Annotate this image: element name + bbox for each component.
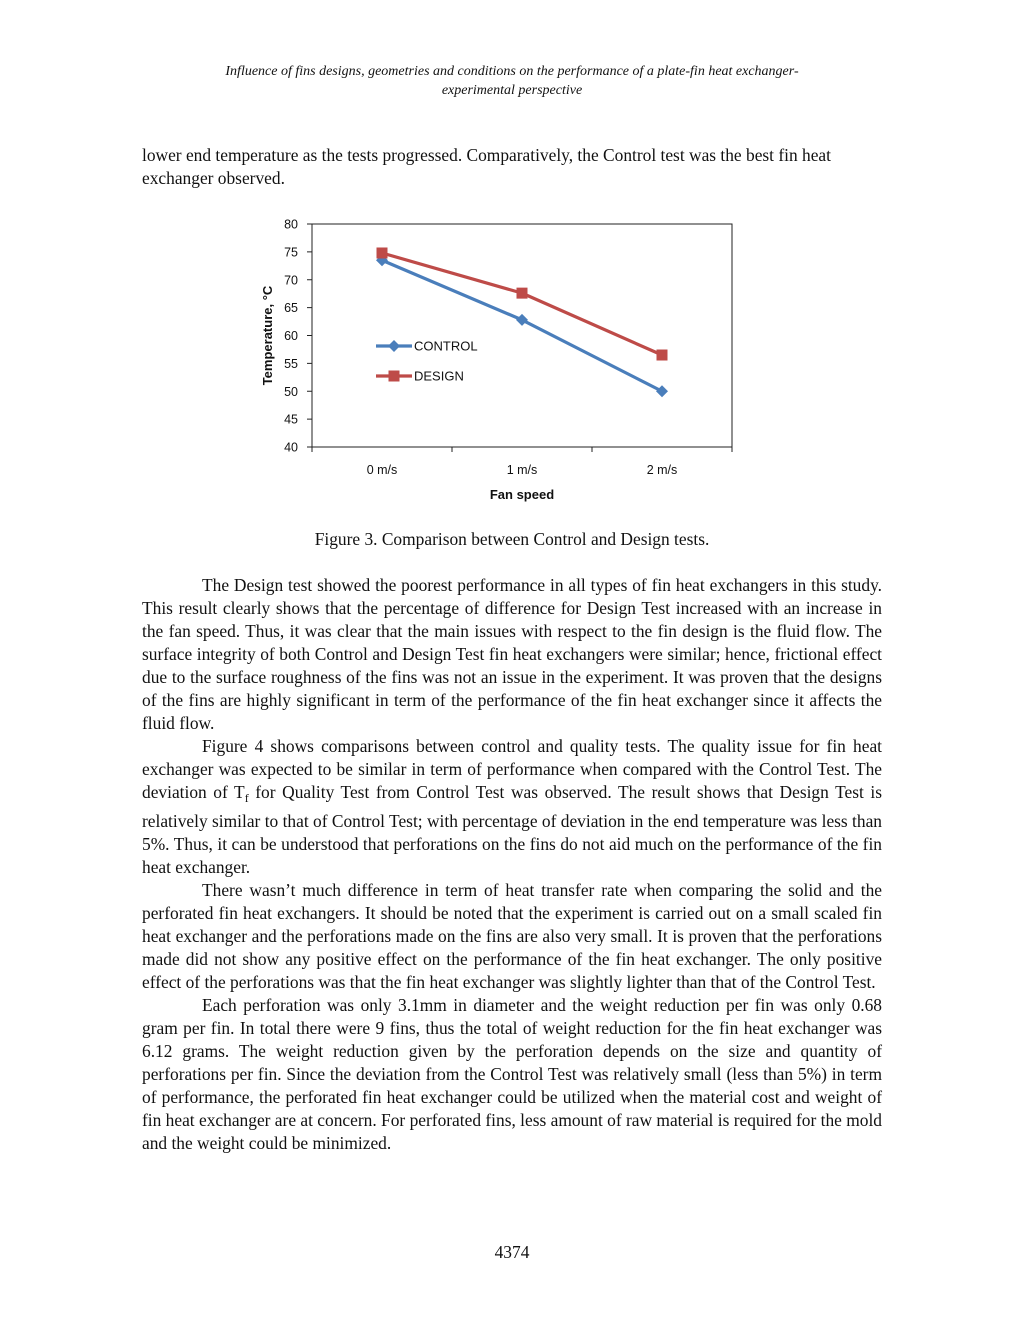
x-tick-label: 1 m/s — [506, 463, 538, 477]
body-text — [142, 574, 882, 1155]
y-tick-label: 60 — [284, 329, 298, 343]
x-axis-label: Fan speed — [489, 487, 555, 502]
paragraph-perforation: Each perforation was only 3.1mm in diameter and the weight reduction per fin was only 0.68 gram per fin. In total there were 9 fins, thus the total of weight reduction for the fin heat exchanger was 6.12 grams. The weight reduction given by the perforation depends on the size and quantity of perforations per fin. Since the deviation from the Control Test was relatively small (less than 5%) in term of performance, the perforated fin heat exchanger could be utilized when the material cost and weight of fin heat exchanger are at concern. For perforated fins, less amount of raw material is required for the mold and the weight could be minimized. — [142, 995, 882, 1153]
y-tick-label: 55 — [284, 356, 298, 371]
data-point-design — [657, 350, 668, 361]
subscript-f: f — [244, 791, 249, 805]
running-header-line-1: Influence of fins designs, geometries and conditions on the performance of a plate-fin heat exchanger- — [225, 64, 799, 79]
paragraph-heat-transfer: There wasn’t much difference in term of heat transfer rate when comparing the solid and the perforated fin heat exchangers. It should be noted that the experiment is carried out on a small scaled fin heat exchanger and the perforations made on the fins are also very small. It is proven that the perforations made did not show any positive effect on the performance of the fin heat exchanger. The only positive effect of the perforations was that the fin heat exchanger was slightly lighter than that of the Control Test. — [142, 880, 882, 992]
x-tick-label: 0 m/s — [366, 463, 398, 477]
y-tick-label: 70 — [284, 273, 298, 288]
running-header — [120, 62, 904, 100]
plot-area — [312, 224, 732, 447]
y-tick-label: 65 — [284, 301, 298, 316]
figure-3-chart — [250, 208, 790, 513]
paragraph-design-test: The Design test showed the poorest performance in all types of fin heat exchangers in this study. This result clearly shows that the percentage of difference for Design Test increased with an increase in the fan speed. Thus, it was clear that the main issues with respect to the fin design is the fluid flow. The surface integrity of both Control and Design Test fin heat exchangers were similar; hence, frictional effect due to the surface roughness of the fins was not an issue in the experiment. It was proven that the designs of the fins are highly significant in term of the performance of the fin heat exchanger since it affects the fluid flow. — [142, 575, 882, 733]
y-axis-label: Temperature, °C — [260, 285, 275, 386]
intro-paragraph: lower end temperature as the tests progressed. Comparatively, the Control test was the best fin heat exchanger observed. — [142, 145, 831, 188]
paragraph-figure-4 — [142, 735, 882, 879]
legend-label-control: CONTROL — [414, 338, 478, 354]
data-point-control — [656, 385, 668, 397]
paragraph-figure-4-part-2: for Quality Test from Control Test was observed. The result shows that Design Test is relatively similar to that of Control Test; with percentage of deviation in the end temperature was less than 5%. Thus, it can be understood that perforations on the fins do not aid much on the performance of the fin heat exchanger. — [142, 782, 882, 877]
data-point-control — [516, 314, 528, 326]
paragraph-figure-4-part-1: Figure 4 shows comparisons between control and quality tests. The quality issue for fin heat exchanger was expected to be similar in term of performance when compared with the Control Test. The deviation of T — [142, 736, 882, 802]
page-number: 4374 — [494, 1242, 530, 1262]
running-header-line-2: experimental perspective — [441, 83, 583, 98]
y-tick-label: 40 — [284, 440, 298, 455]
y-tick-label: 75 — [284, 245, 298, 260]
data-point-design — [517, 288, 528, 299]
x-tick-label: 2 m/s — [646, 463, 678, 477]
data-point-design — [377, 247, 388, 258]
line-chart — [250, 208, 790, 513]
legend-marker-design — [389, 371, 400, 382]
legend-label-design: DESIGN — [414, 368, 464, 384]
figure-caption: Figure 3. Comparison between Control and Design tests. — [314, 529, 710, 549]
legend-marker-control — [388, 340, 400, 352]
y-tick-label: 50 — [284, 384, 298, 399]
y-tick-label: 45 — [284, 412, 298, 427]
y-tick-label: 80 — [284, 217, 298, 232]
